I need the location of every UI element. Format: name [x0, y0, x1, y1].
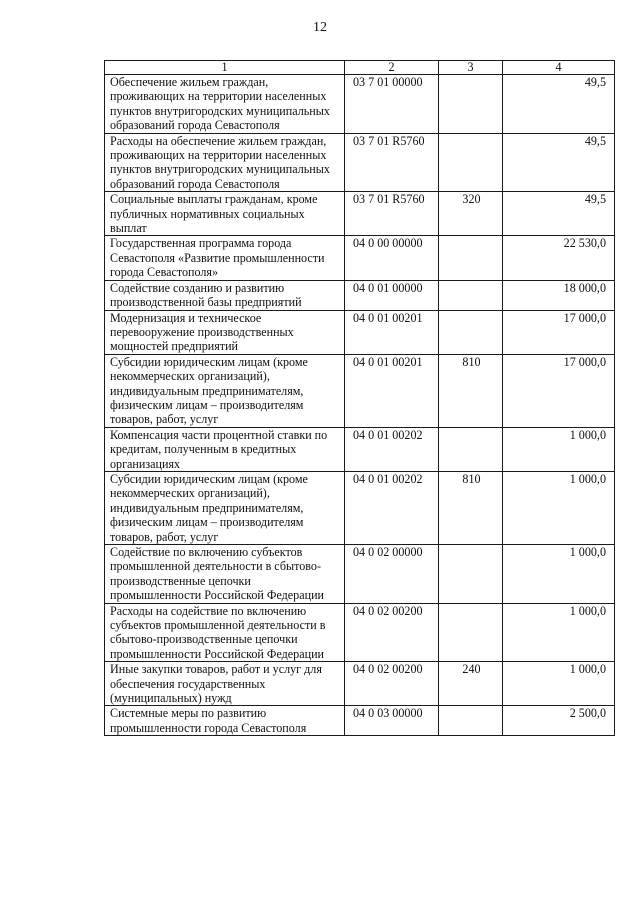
row-name: Иные закупки товаров, работ и услуг для обеспечения государственных (муниципальных) нужд — [105, 662, 345, 706]
row-expense-type — [439, 280, 503, 310]
page-number: 12 — [313, 20, 327, 35]
row-name: Расходы на содействие по включению субъектов промышленной деятельности в сбытово-производственные цепочки промышленности Российской Федерации — [105, 603, 345, 662]
table-row — [105, 545, 615, 604]
budget-table — [104, 60, 615, 736]
row-expense-type — [439, 236, 503, 280]
row-sum: 18 000,0 — [503, 280, 615, 310]
row-code: 04 0 02 00200 — [345, 603, 439, 662]
table-row — [105, 471, 615, 544]
table-row — [105, 310, 615, 354]
row-sum: 22 530,0 — [503, 236, 615, 280]
row-name: Расходы на обеспечение жильем граждан, проживающих на территории населенных пунктов внутригородских муниципальных образований города Севастополя — [105, 133, 345, 192]
row-code: 04 0 01 00201 — [345, 310, 439, 354]
table-row — [105, 354, 615, 427]
row-expense-type: 240 — [439, 662, 503, 706]
row-code: 04 0 03 00000 — [345, 706, 439, 736]
row-code: 04 0 01 00000 — [345, 280, 439, 310]
row-name: Обеспечение жильем граждан, проживающих на территории населенных пунктов внутригородских муниципальных образований города Севастополя — [105, 75, 345, 134]
row-name: Компенсация части процентной ставки по кредитам, полученным в кредитных организациях — [105, 427, 345, 471]
row-name: Содействие созданию и развитию производственной базы предприятий — [105, 280, 345, 310]
row-sum: 1 000,0 — [503, 471, 615, 544]
row-expense-type: 810 — [439, 354, 503, 427]
table-row — [105, 75, 615, 134]
row-sum: 1 000,0 — [503, 603, 615, 662]
row-name: Системные меры по развитию промышленности города Севастополя — [105, 706, 345, 736]
row-code: 04 0 02 00200 — [345, 662, 439, 706]
row-expense-type — [439, 75, 503, 134]
row-expense-type: 320 — [439, 192, 503, 236]
row-name: Модернизация и техническое перевооружение производственных мощностей предприятий — [105, 310, 345, 354]
row-code: 04 0 01 00202 — [345, 471, 439, 544]
row-expense-type: 810 — [439, 471, 503, 544]
table-row — [105, 427, 615, 471]
row-sum: 2 500,0 — [503, 706, 615, 736]
row-name: Социальные выплаты гражданам, кроме публичных нормативных социальных выплат — [105, 192, 345, 236]
row-expense-type — [439, 603, 503, 662]
row-code: 04 0 01 00202 — [345, 427, 439, 471]
row-name: Государственная программа города Севастополя «Развитие промышленности города Севастополя» — [105, 236, 345, 280]
table-row — [105, 662, 615, 706]
row-code: 04 0 02 00000 — [345, 545, 439, 604]
row-code: 04 0 01 00201 — [345, 354, 439, 427]
table-row — [105, 706, 615, 736]
row-name: Содействие по включению субъектов промышленной деятельности в сбытово-производственные цепочки промышленности Российской Федерации — [105, 545, 345, 604]
row-sum: 49,5 — [503, 75, 615, 134]
row-code: 04 0 00 00000 — [345, 236, 439, 280]
row-expense-type — [439, 427, 503, 471]
row-sum: 17 000,0 — [503, 354, 615, 427]
row-sum: 1 000,0 — [503, 427, 615, 471]
row-expense-type — [439, 545, 503, 604]
table-row — [105, 280, 615, 310]
row-name: Субсидии юридическим лицам (кроме некоммерческих организаций), индивидуальным предпринимателям, физическим лицам – производителям товаров, работ, услуг — [105, 471, 345, 544]
header-col-4: 4 — [503, 61, 615, 75]
row-expense-type — [439, 133, 503, 192]
row-code: 03 7 01 R5760 — [345, 192, 439, 236]
row-expense-type — [439, 706, 503, 736]
row-code: 03 7 01 R5760 — [345, 133, 439, 192]
row-expense-type — [439, 310, 503, 354]
row-code: 03 7 01 00000 — [345, 75, 439, 134]
table-row — [105, 133, 615, 192]
row-sum: 1 000,0 — [503, 662, 615, 706]
header-row — [105, 61, 615, 75]
row-sum: 49,5 — [503, 133, 615, 192]
table-row — [105, 603, 615, 662]
table-row — [105, 236, 615, 280]
header-col-1: 1 — [105, 61, 345, 75]
row-sum: 49,5 — [503, 192, 615, 236]
table-row — [105, 192, 615, 236]
row-sum: 17 000,0 — [503, 310, 615, 354]
row-sum: 1 000,0 — [503, 545, 615, 604]
header-col-2: 2 — [345, 61, 439, 75]
header-col-3: 3 — [439, 61, 503, 75]
row-name: Субсидии юридическим лицам (кроме некоммерческих организаций), индивидуальным предпринимателям, физическим лицам – производителям товаров, работ, услуг — [105, 354, 345, 427]
